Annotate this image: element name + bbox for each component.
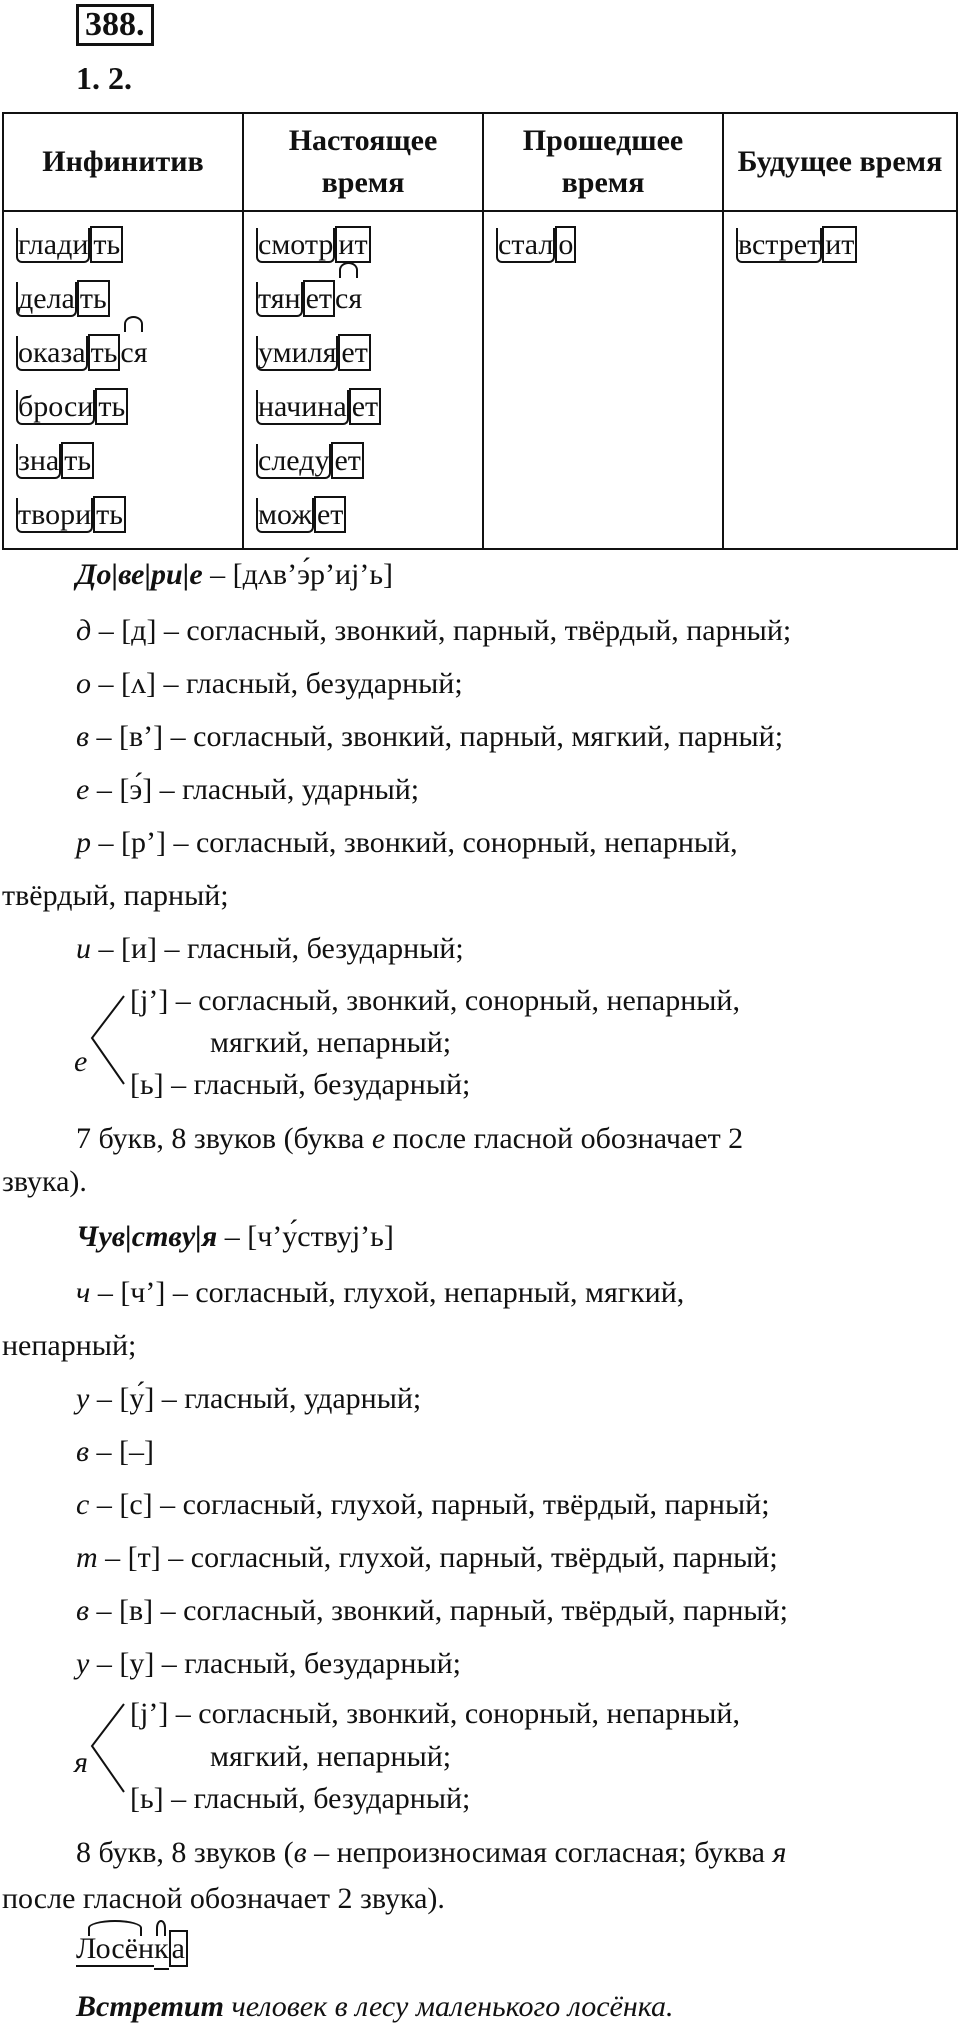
word2-line-5 [76,1486,770,1524]
description: – [у] – гласный, безударный; [96,1647,462,1680]
ending: ет [338,334,370,371]
word2-line-2 [2,1327,136,1365]
word3-root-arc [76,1930,154,1968]
word1-line-1 [76,612,791,650]
ending: о [555,226,576,263]
word2-summary-letter2: я [772,1836,787,1869]
letter: в [76,720,90,753]
ending: ет [314,496,346,533]
present-word-5 [256,434,470,488]
header-future: Будущее время [723,113,957,211]
stem: начина [258,390,347,423]
word1-line-4 [76,771,419,809]
word3-suffix: к [154,1930,169,1970]
stem: броси [18,390,94,423]
word2-line-1 [76,1274,684,1312]
word1-line-5 [76,824,738,862]
word1-heading [76,556,393,594]
word2-split-line-2: мягкий, непарный; [210,1740,452,1773]
header-past: Прошедшее время [483,113,723,211]
present-word-2 [256,272,470,326]
stem: встрет [738,228,821,261]
word1-split-letter: е [74,1045,88,1078]
word2-line-8 [76,1645,461,1683]
description: – [т] – согласный, глухой, парный, твёрдый, парный; [105,1541,778,1574]
ending: ит [822,226,857,263]
stem: мож [258,498,312,531]
stem: умиля [258,336,337,369]
description: – [у́] – гласный, ударный; [96,1382,422,1415]
present-word-3 [256,326,470,380]
stem: твори [18,498,92,531]
word3-ending: а [169,1930,188,1967]
postfix: ся [120,326,147,380]
stem: следу [258,444,330,477]
ending: ть [95,388,128,425]
word2-summary-part1: 8 букв, 8 звуков ( [76,1836,294,1869]
infinitive-word-2 [16,272,230,326]
word1-split-line-1: [j’] – согласный, звонкий, сонорный, непарный, [130,984,740,1017]
description: – [в] – согласный, звонкий, парный, твёрдый, парный; [96,1594,788,1627]
word2-split-line-3: [ь] – гласный, безударный; [130,1782,471,1815]
description: – [–] [96,1435,155,1468]
word1-line-7 [76,930,464,968]
header-infinitive: Инфинитив [3,113,243,211]
description: – [в’] – согласный, звонкий, парный, мягкий, парный; [96,720,784,753]
word2-summary-letter: в [293,1836,307,1869]
present-column [243,211,483,549]
word1-word: До|ве|ри|е [76,558,203,591]
infinitive-word-1 [16,218,230,272]
letter: д [76,614,92,647]
final-sentence-rest: человек в лесу маленького лосёнка. [223,1990,674,2023]
word1-split-line-2: мягкий, непарный; [210,1026,452,1059]
description: – [с] – согласный, глухой, парный, твёрдый, парный; [96,1488,770,1521]
present-word-6 [256,488,470,542]
header-present: Настоящее время [243,113,483,211]
word3-morphemic [76,1930,188,1970]
word2-split-brace [88,1700,128,1796]
present-word-1 [256,218,470,272]
postfix: ся [335,272,362,326]
exercise-number: 388. [76,4,154,46]
final-sentence [76,1988,674,2026]
letter: в [76,1594,90,1627]
final-sentence-verb: Встретит [76,1990,224,2023]
infinitive-word-3 [16,326,230,380]
stem: стал [498,228,554,261]
ending: ит [335,226,370,263]
ending: ет [331,442,363,479]
word2-line-3 [76,1380,421,1418]
word1-line-6 [2,877,229,915]
past-column [483,211,723,549]
word1-summary [76,1120,743,1158]
word2-split-line-1: [j’] – согласный, звонкий, сонорный, непарный, [130,1697,740,1730]
word2-line-6 [76,1539,778,1577]
stem: глади [18,228,89,261]
task-subtitle: 1. 2. [76,60,132,96]
infinitive-word-6 [16,488,230,542]
word2-heading [76,1218,394,1256]
infinitive-word-5 [16,434,230,488]
word1-summary-letter: е [371,1122,386,1155]
word2-line-4 [76,1433,154,1471]
word1-line-3 [76,718,783,756]
word2-word: Чув|ству|я [76,1220,218,1253]
word1-split-line-3: [ь] – гласный, безударный; [130,1068,471,1101]
description: непарный; [2,1329,137,1362]
word2-summary-part2: – непроизносимая согласная; буква [306,1836,773,1869]
verb-table [2,112,958,550]
word2-line-7 [76,1592,788,1630]
word2-transcription: – [ч’у́ствуj’ь] [224,1220,394,1253]
stem: оказа [18,336,86,369]
description: – [э́] – гласный, ударный; [96,773,420,806]
letter: у [76,1647,90,1680]
word1-summary-part1: 7 букв, 8 звуков (буква [76,1122,372,1155]
word2-split-letter: я [74,1746,88,1779]
letter: и [76,932,91,965]
ending: ть [93,496,126,533]
infinitive-word-4 [16,380,230,434]
word2-summary [76,1834,786,1872]
word2-summary-cont: после гласной обозначает 2 звука). [2,1882,445,1915]
letter: ч [76,1276,91,1309]
description: – [и] – гласный, безударный; [98,932,464,965]
description: – [ч’] – согласный, глухой, непарный, мягкий, [97,1276,685,1309]
description: – [д] – согласный, звонкий, парный, твёрдый, парный; [98,614,792,647]
ending: ет [303,280,335,317]
letter: с [76,1488,90,1521]
word1-transcription: – [дʌв’э́р’иj’ь] [210,558,393,591]
letter: в [76,1435,90,1468]
letter: р [76,826,91,859]
description: – [р’] – согласный, звонкий, сонорный, непарный, [98,826,738,859]
stem: зна [18,444,60,477]
stem: дела [18,282,75,315]
letter: т [76,1541,98,1574]
future-column [723,211,957,549]
word1-split-brace [88,992,128,1088]
word1-line-2 [76,665,463,703]
ending: ть [61,442,94,479]
ending: ть [88,334,121,371]
description: твёрдый, парный; [2,879,229,912]
word1-summary-part2: после гласной обозначает 2 [385,1122,744,1155]
future-word-1 [736,218,944,272]
stem: тян [258,282,301,315]
ending: ть [77,280,110,317]
past-word-1 [496,218,710,272]
ending: ть [90,226,123,263]
word3-root: Лосён [76,1932,155,1965]
stem: смотр [258,228,334,261]
letter: о [76,667,91,700]
word1-summary-cont: звука). [2,1165,87,1198]
ending: ет [349,388,381,425]
description: – [ʌ] – гласный, безударный; [98,667,463,700]
letter: е [76,773,90,806]
letter: у [76,1382,90,1415]
infinitive-column [3,211,243,549]
present-word-4 [256,380,470,434]
